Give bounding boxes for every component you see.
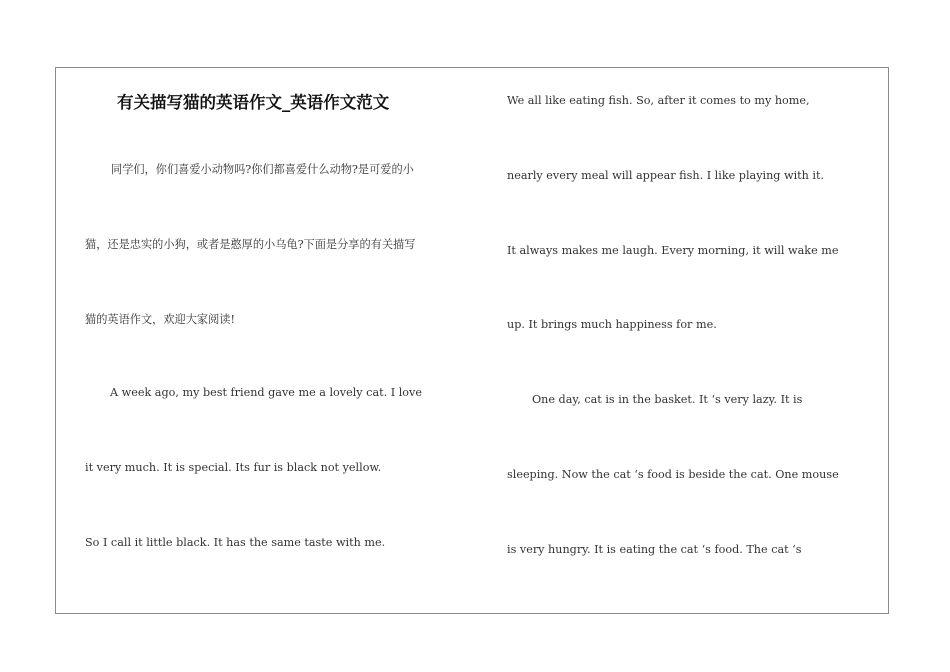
- paragraph-line: sleeping. Now the cat ‘s food is beside the cat. One mouse: [507, 468, 839, 481]
- document-title: 有关描写猫的英语作文_英语作文范文: [117, 93, 390, 112]
- paragraph-line: 猫，还是忠实的小狗，或者是憨厚的小乌龟?下面是分享的有关描写: [85, 238, 416, 251]
- page-frame: [55, 67, 889, 614]
- paragraph-line: nearly every meal will appear fish. I like playing with it.: [507, 169, 825, 182]
- paragraph-line: A week ago, my best friend gave me a lovely cat. I love: [110, 386, 422, 399]
- paragraph-line: is very hungry. It is eating the cat ‘s food. The cat ‘s: [507, 543, 802, 556]
- paragraph-line: up. It brings much happiness for me.: [507, 318, 717, 331]
- paragraph-line: One day, cat is in the basket. It ‘s very lazy. It is: [532, 393, 803, 406]
- paragraph-line: So I call it little black. It has the same taste with me.: [85, 536, 386, 549]
- paragraph-line: It always makes me laugh. Every morning, it will wake me: [507, 244, 839, 257]
- paragraph-line: it very much. It is special. Its fur is black not yellow.: [85, 461, 382, 474]
- paragraph-line: We all like eating fish. So, after it comes to my home,: [507, 94, 810, 107]
- paragraph-line: 猫的英语作文，欢迎大家阅读!: [85, 313, 235, 326]
- paragraph-line: 同学们，你们喜爱小动物吗?你们都喜爱什么动物?是可爱的小: [111, 163, 414, 176]
